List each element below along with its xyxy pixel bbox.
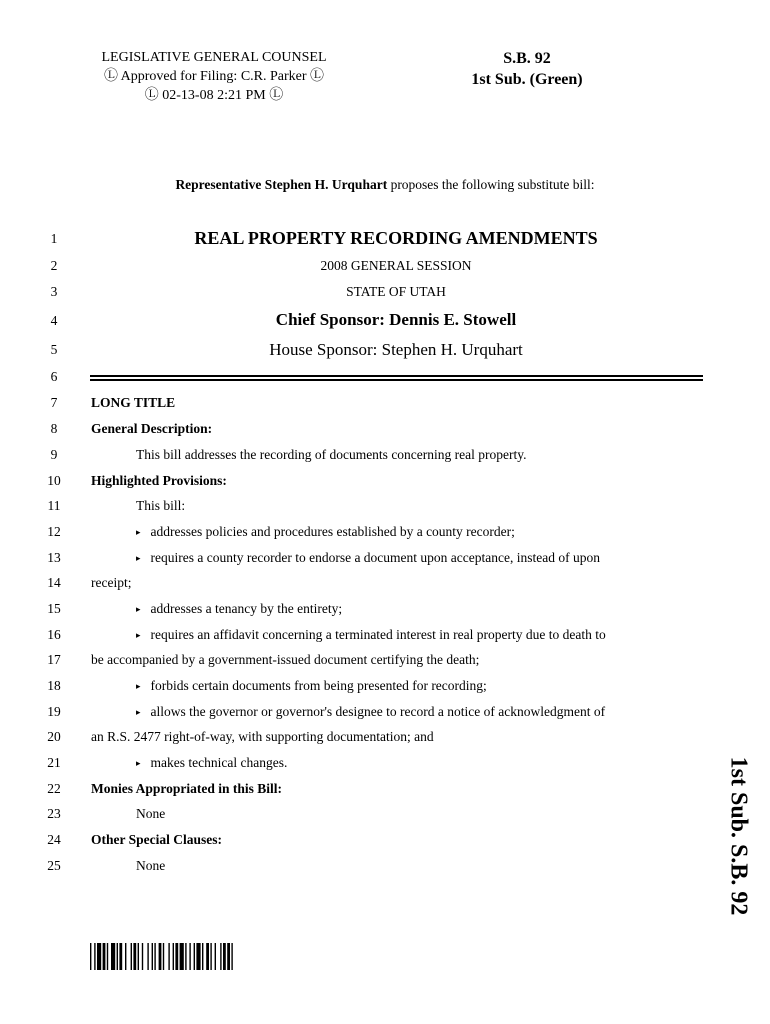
monies-heading: Monies Appropriated in this Bill: xyxy=(91,781,283,796)
line-number: 17 xyxy=(47,652,61,667)
approval-line: Ⓛ Approved for Filing: C.R. Parker Ⓛ xyxy=(103,69,325,84)
general-description-text: This bill addresses the recording of documents concerning real property. xyxy=(136,447,527,462)
provision-item xyxy=(136,627,606,643)
line-number: 9 xyxy=(50,447,58,462)
provision-continuation: an R.S. 2477 right-of-way, with supporting documentation; and xyxy=(91,729,434,744)
provision-text: forbids certain documents from being presented for recording; xyxy=(150,678,487,693)
this-bill-text: This bill: xyxy=(136,498,186,513)
line-number: 7 xyxy=(50,395,58,410)
special-clauses-heading: Other Special Clauses: xyxy=(91,832,222,847)
line-number: 14 xyxy=(47,575,61,590)
provision-item xyxy=(136,524,515,540)
provision-text: requires an affidavit concerning a terminated interest in real property due to death to xyxy=(150,627,606,642)
provision-text: allows the governor or governor's designee to record a notice of acknowledgment of xyxy=(150,704,606,719)
provision-text: addresses a tenancy by the entirety; xyxy=(150,601,343,616)
provision-text: makes technical changes. xyxy=(150,755,288,770)
highlighted-provisions-heading: Highlighted Provisions: xyxy=(91,473,227,488)
line-number: 23 xyxy=(47,806,61,821)
line-number: 6 xyxy=(50,369,58,384)
title-divider-bottom xyxy=(90,379,703,381)
line-number: 18 xyxy=(47,678,61,693)
sponsor-name: Representative Stephen H. Urquhart xyxy=(175,177,388,192)
line-number: 4 xyxy=(50,313,58,328)
sponsor-intro-text: proposes the following substitute bill: xyxy=(387,177,595,192)
provision-item xyxy=(136,678,487,694)
house-sponsor: House Sponsor: Stephen H. Urquhart xyxy=(269,340,523,359)
bullet-icon: ▸ xyxy=(136,707,141,717)
line-number: 16 xyxy=(47,627,61,642)
line-number: 3 xyxy=(50,284,58,299)
long-title-heading: LONG TITLE xyxy=(91,395,176,410)
state-label: STATE OF UTAH xyxy=(346,284,446,299)
provision-continuation: be accompanied by a government-issued document certifying the death; xyxy=(91,652,480,667)
line-number: 12 xyxy=(47,524,61,539)
counsel-header xyxy=(92,48,336,105)
line-number: 10 xyxy=(47,473,61,488)
provision-item xyxy=(136,704,605,720)
counsel-title: LEGISLATIVE GENERAL COUNSEL xyxy=(101,50,327,65)
special-clauses-value: None xyxy=(136,858,166,873)
session-label: 2008 GENERAL SESSION xyxy=(320,258,472,273)
bullet-icon: ▸ xyxy=(136,630,141,640)
general-description-heading: General Description: xyxy=(91,421,213,436)
approval-timestamp: Ⓛ 02-13-08 2:21 PM Ⓛ xyxy=(144,88,284,103)
line-number: 20 xyxy=(47,729,61,744)
substitute-label: 1st Sub. (Green) xyxy=(471,71,583,88)
provision-item xyxy=(136,755,287,771)
chief-sponsor: Chief Sponsor: Dennis E. Stowell xyxy=(275,310,517,329)
line-number: 2 xyxy=(50,258,58,273)
bullet-icon: ▸ xyxy=(136,527,141,537)
line-number: 22 xyxy=(47,781,61,796)
line-number: 8 xyxy=(50,421,58,436)
bill-title: REAL PROPERTY RECORDING AMENDMENTS xyxy=(194,228,598,248)
bullet-icon: ▸ xyxy=(136,758,141,768)
line-number: 24 xyxy=(47,832,61,847)
provision-item xyxy=(136,601,342,617)
line-number: 21 xyxy=(47,755,61,770)
line-number: 19 xyxy=(47,704,61,719)
line-number: 11 xyxy=(47,498,61,513)
line-number: 15 xyxy=(47,601,61,616)
bullet-icon: ▸ xyxy=(136,681,141,691)
provision-text: addresses policies and procedures established by a county recorder; xyxy=(150,524,515,539)
sponsor-intro xyxy=(0,177,770,193)
line-number: 25 xyxy=(47,858,61,873)
line-number: 13 xyxy=(47,550,61,565)
provision-continuation: receipt; xyxy=(91,575,132,590)
bullet-icon: ▸ xyxy=(136,604,141,614)
bill-id-block xyxy=(462,48,592,90)
provision-item xyxy=(136,550,600,566)
side-bill-label: 1st Sub. S.B. 92 xyxy=(725,756,752,916)
bullet-icon: ▸ xyxy=(136,553,141,563)
barcode-image xyxy=(90,943,285,970)
monies-value: None xyxy=(136,806,166,821)
bill-number: S.B. 92 xyxy=(503,50,551,67)
title-divider-top xyxy=(90,375,703,377)
provision-text: requires a county recorder to endorse a document upon acceptance, instead of upon xyxy=(150,550,600,565)
line-number: 1 xyxy=(50,231,58,246)
line-number: 5 xyxy=(50,342,58,357)
